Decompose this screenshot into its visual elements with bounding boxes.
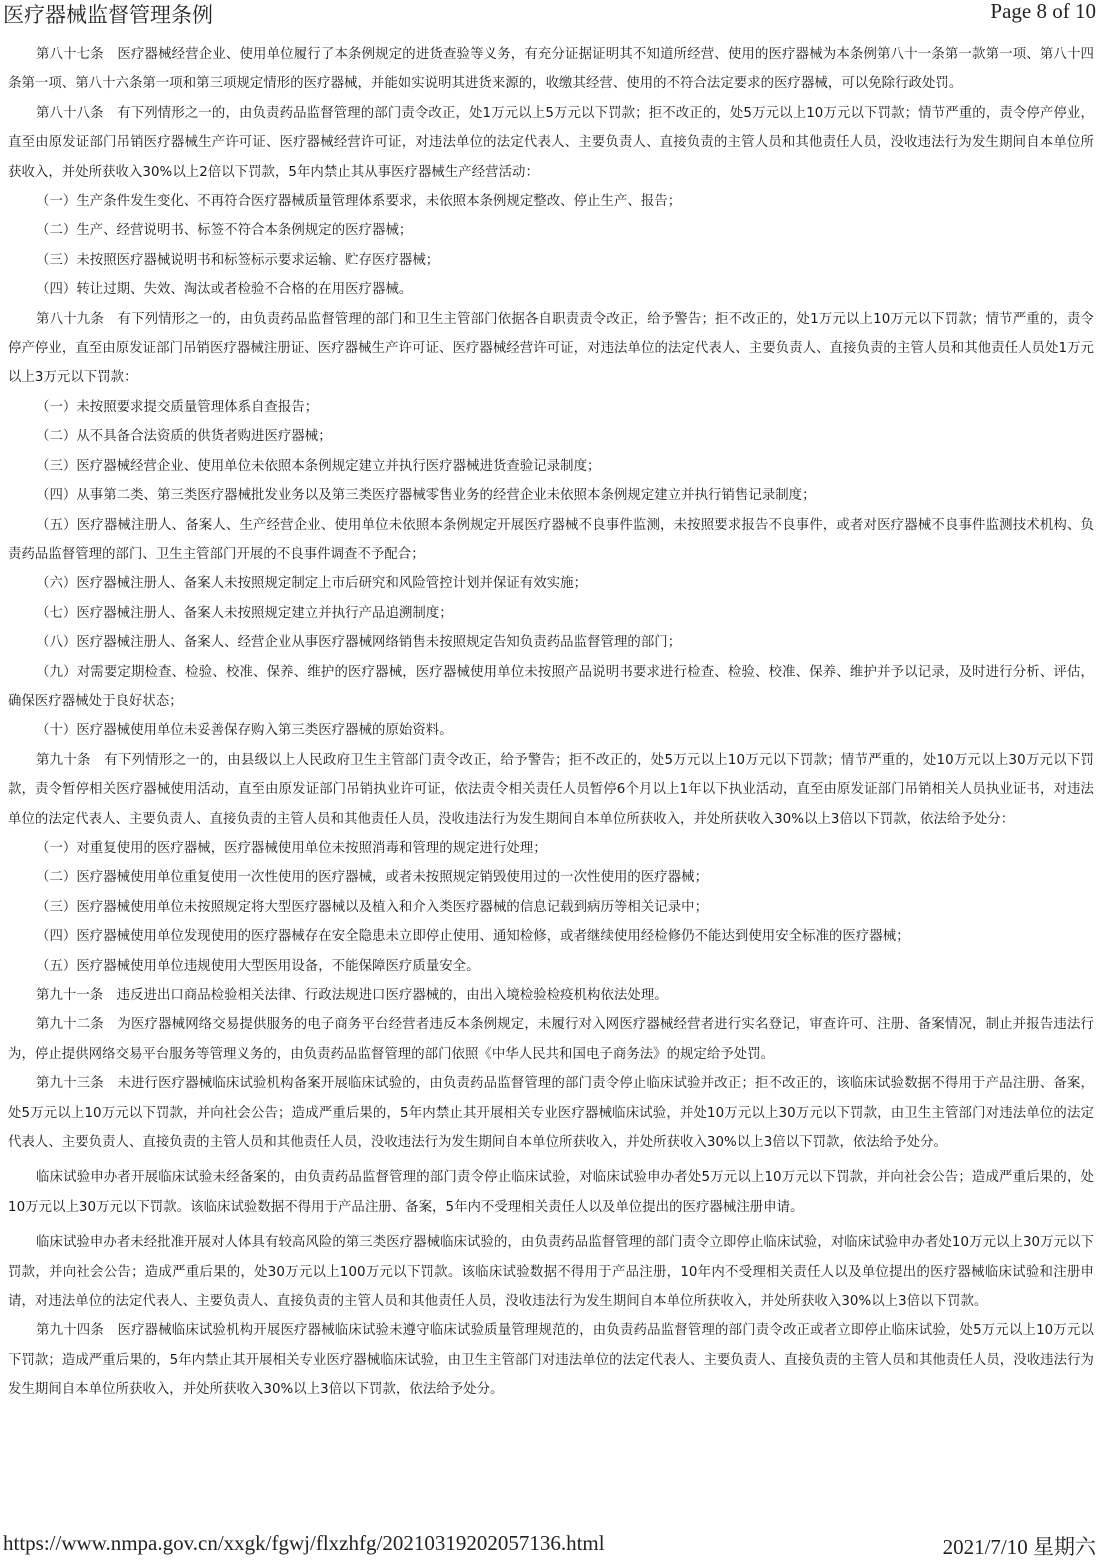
article-90-item-4: （四）医疗器械使用单位发现使用的医疗器械存在安全隐患未立即停止使用、通知检修，或者继续使用经检修仍不能达到使用安全标准的医疗器械； (36, 929, 910, 945)
article-91: 第九十一条 违反进出口商品检验相关法律、行政法规进口医疗器械的，由出入境检验检疫机构依法处理。 (36, 988, 668, 1003)
article-89-item-3: （三）医疗器械经营企业、使用单位未依照本条例规定建立并执行医疗器械进货查验记录制度； (36, 458, 601, 474)
article-88-item-1: （一）生产条件发生变化、不再符合医疗器械质量管理体系要求，未依照本条例规定整改、停止生产、报告； (36, 194, 682, 210)
article-94: 第九十四条 医疗器械临床试验机构开展医疗器械临床试验未遵守临床试验质量管理规范的，由负责药品监督管理的部门责令改正或者立即停止临床试验，处5万元以上10万元以下罚款；造成严重后果的，5年内禁止其开展相关专业医疗器械临床试验，由卫生主管部门对违法单位的法定代表人、主要负责人、直接负责的主管人员和其他责任人员，没收违法行为发生期间自本单位所获收入，并处所获收入30%以上3倍以下罚款，依法给予处分。 (8, 1323, 1094, 1398)
article-90: 第九十条 有下列情形之一的，由县级以上人民政府卫生主管部门责令改正，给予警告；拒不改正的，处5万元以上10万元以下罚款；情节严重的，处10万元以上30万元以下罚款，责令暂停相关医疗器械使用活动，直至由原发证部门吊销执业许可证，依法责令相关责任人员暂停6个月以上1年以下执业活动，直至由原发证部门吊销相关人员执业证书，对违法单位的法定代表人、主要负责人、直接负责的主管人员和其他责任人员，没收违法行为发生期间自本单位所获收入，并处所获收入30%以上3倍以下罚款，依法给予处分： (8, 752, 1094, 827)
article-89-item-10: （十）医疗器械使用单位未妥善保存购入第三类医疗器械的原始资料。 (36, 723, 453, 739)
article-90-item-5: （五）医疗器械使用单位违规使用大型医用设备，不能保障医疗质量安全。 (36, 958, 480, 974)
source-url: https://www.nmpa.gov.cn/xxgk/fgwj/flxzhfg/20210319202057136.html (3, 1531, 605, 1555)
article-89-item-8: （八）医疗器械注册人、备案人、经营企业从事医疗器械网络销售未按照规定告知负责药品监督管理的部门； (36, 635, 682, 651)
article-88-item-4: （四）转让过期、失效、淘汰或者检验不合格的在用医疗器械。 (36, 282, 413, 298)
article-89: 第八十九条 有下列情形之一的，由负责药品监督管理的部门和卫生主管部门依据各自职责责令改正，给予警告；拒不改正的，处1万元以上10万元以下罚款；情节严重的，责令停产停业，直至由原发证部门吊销医疗器械注册证、医疗器械生产许可证、医疗器械经营许可证，对违法单位的法定代表人、主要负责人、直接负责的主管人员和其他责任人员处1万元以上3万元以下罚款： (8, 311, 1094, 386)
article-90-item-1: （一）对重复使用的医疗器械，医疗器械使用单位未按照消毒和管理的规定进行处理； (36, 840, 547, 856)
article-92: 第九十二条 为医疗器械网络交易提供服务的电子商务平台经营者违反本条例规定，未履行对入网医疗器械经营者进行实名登记，审查许可、注册、备案情况，制止并报告违法行为，停止提供网络交易平台服务等管理义务的，由负责药品监督管理的部门依照《中华人民共和国电子商务法》的规定给予处罚。 (8, 1017, 1094, 1062)
article-89-item-5: （五）医疗器械注册人、备案人、生产经营企业、使用单位未依照本条例规定开展医疗器械不良事件监测，未按照要求报告不良事件，或者对医疗器械不良事件监测技术机构、负责药品监督管理的部门、卫生主管部门开展的不良事件调查不予配合； (8, 517, 1094, 562)
article-89-item-7: （七）医疗器械注册人、备案人未按照规定建立并执行产品追溯制度； (36, 605, 453, 621)
document-title: 医疗器械监督管理条例 (3, 3, 213, 27)
article-87: 第八十七条 医疗器械经营企业、使用单位履行了本条例规定的进货查验等义务，有充分证据证明其不知道所经营、使用的医疗器械为本条例第八十一条第一款第一项、第八十四条第一项、第八十六条第一项和第三项规定情形的医疗器械，并能如实说明其进货来源的，收缴其经营、使用的不符合法定要求的医疗器械，可以免除行政处罚。 (8, 47, 1094, 92)
article-93-para-2: 临床试验申办者开展临床试验未经备案的，由负责药品监督管理的部门责令停止临床试验，对临床试验申办者处5万元以上10万元以下罚款，并向社会公告；造成严重后果的，处10万元以上30万元以下罚款。该临床试验数据不得用于产品注册、备案，5年内不受理相关责任人以及单位提出的医疗器械注册申请。 (8, 1170, 1094, 1215)
article-90-item-2: （二）医疗器械使用单位重复使用一次性使用的医疗器械，或者未按照规定销毁使用过的一次性使用的医疗器械； (36, 870, 709, 886)
page-footer (0, 1531, 1102, 1557)
page-number: Page 8 of 10 (990, 0, 1096, 23)
article-88-item-2: （二）生产、经营说明书、标签不符合本条例规定的医疗器械； (36, 223, 413, 239)
print-date: 2021/7/10 星期六 (942, 1535, 1096, 1559)
article-89-item-9: （九）对需要定期检查、检验、校准、保养、维护的医疗器械，医疗器械使用单位未按照产品说明书要求进行检查、检验、校准、保养、维护并予以记录，及时进行分析、评估，确保医疗器械处于良好状态； (8, 664, 1094, 709)
article-90-item-3: （三）医疗器械使用单位未按照规定将大型医疗器械以及植入和介入类医疗器械的信息记载到病历等相关记录中； (36, 899, 709, 915)
article-93: 第九十三条 未进行医疗器械临床试验机构备案开展临床试验的，由负责药品监督管理的部门责令停止临床试验并改正；拒不改正的，该临床试验数据不得用于产品注册、备案，处5万元以上10万元以下罚款，并向社会公告；造成严重后果的，5年内禁止其开展相关专业医疗器械临床试验，并处10万元以上30万元以下罚款，由卫生主管部门对违法单位的法定代表人、主要负责人、直接负责的主管人员和其他责任人员，没收违法行为发生期间自本单位所获收入，并处所获收入30%以上3倍以下罚款，依法给予处分。 (8, 1076, 1094, 1151)
article-89-item-2: （二）从不具备合法资质的供货者购进医疗器械； (36, 429, 332, 445)
article-88: 第八十八条 有下列情形之一的，由负责药品监督管理的部门责令改正，处1万元以上5万元以下罚款；拒不改正的，处5万元以上10万元以下罚款；情节严重的，责令停产停业，直至由原发证部门吊销医疗器械生产许可证、医疗器械经营许可证，对违法单位的法定代表人、主要负责人、直接负责的主管人员和其他责任人员，没收违法行为发生期间自本单位所获收入，并处所获收入30%以上2倍以下罚款，5年内禁止其从事医疗器械生产经营活动： (8, 105, 1094, 180)
article-93-para-3: 临床试验申办者未经批准开展对人体具有较高风险的第三类医疗器械临床试验的，由负责药品监督管理的部门责令立即停止临床试验，对临床试验申办者处10万元以上30万元以下罚款，并向社会公告；造成严重后果的，处30万元以上100万元以下罚款。该临床试验数据不得用于产品注册，10年内不受理相关责任人以及单位提出的医疗器械临床试验和注册申请，对违法单位的法定代表人、主要负责人、直接负责的主管人员和其他责任人员，没收违法行为发生期间自本单位所获收入，并处所获收入30%以上3倍以下罚款。 (8, 1235, 1094, 1310)
page-header (0, 0, 1102, 26)
document-body (8, 40, 1094, 1405)
article-89-item-4: （四）从事第二类、第三类医疗器械批发业务以及第三类医疗器械零售业务的经营企业未依照本条例规定建立并执行销售记录制度； (36, 488, 816, 504)
article-88-item-3: （三）未按照医疗器械说明书和标签标示要求运输、贮存医疗器械； (36, 252, 440, 268)
article-89-item-1: （一）未按照要求提交质量管理体系自查报告； (36, 399, 319, 415)
article-89-item-6: （六）医疗器械注册人、备案人未按照规定制定上市后研究和风险管控计划并保证有效实施； (36, 576, 588, 592)
